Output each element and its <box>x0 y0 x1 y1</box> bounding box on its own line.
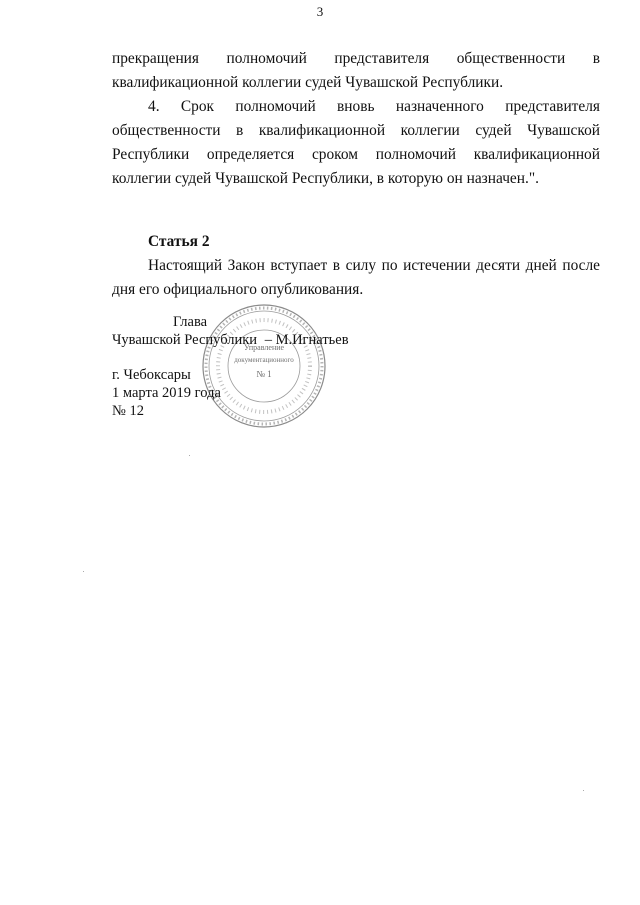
seal-text-line2: документационного <box>234 356 294 364</box>
signature-name: – М.Игнатьев <box>264 332 349 348</box>
signing-city: г. Чебоксары <box>112 367 191 383</box>
official-seal <box>200 302 328 430</box>
signature-position-line1: Глава <box>173 314 208 330</box>
scan-speck <box>83 571 84 572</box>
scan-speck <box>189 455 190 456</box>
page-number: 3 <box>316 4 324 19</box>
scan-speck <box>583 790 584 791</box>
paragraph-item-4: 4. Срок полномочий вновь назначенного представителя общественности в квалификационной коллегии судей Чувашской Республики определяется сроком полномочий квалификационной коллегии судей Чувашской Республики, в которую он назначен.". <box>112 98 600 187</box>
signature-position-text: Чувашской Республики <box>112 332 258 348</box>
paragraph-article-2: Настоящий Закон вступает в силу по истечении десяти дней после дня его официального опубликования. <box>112 257 600 298</box>
document-number: № 12 <box>112 403 144 419</box>
seal-text-line3: № 1 <box>256 369 272 379</box>
paragraph-continuation: прекращения полномочий представителя общественности в квалификационной коллегии судей Чувашской Республики. <box>112 50 600 91</box>
signing-date: 1 марта 2019 года <box>112 385 221 401</box>
article-heading: Статья 2 <box>148 233 210 250</box>
seal-text-line1: Управление <box>243 343 285 352</box>
signature-position-line2 <box>112 331 349 349</box>
